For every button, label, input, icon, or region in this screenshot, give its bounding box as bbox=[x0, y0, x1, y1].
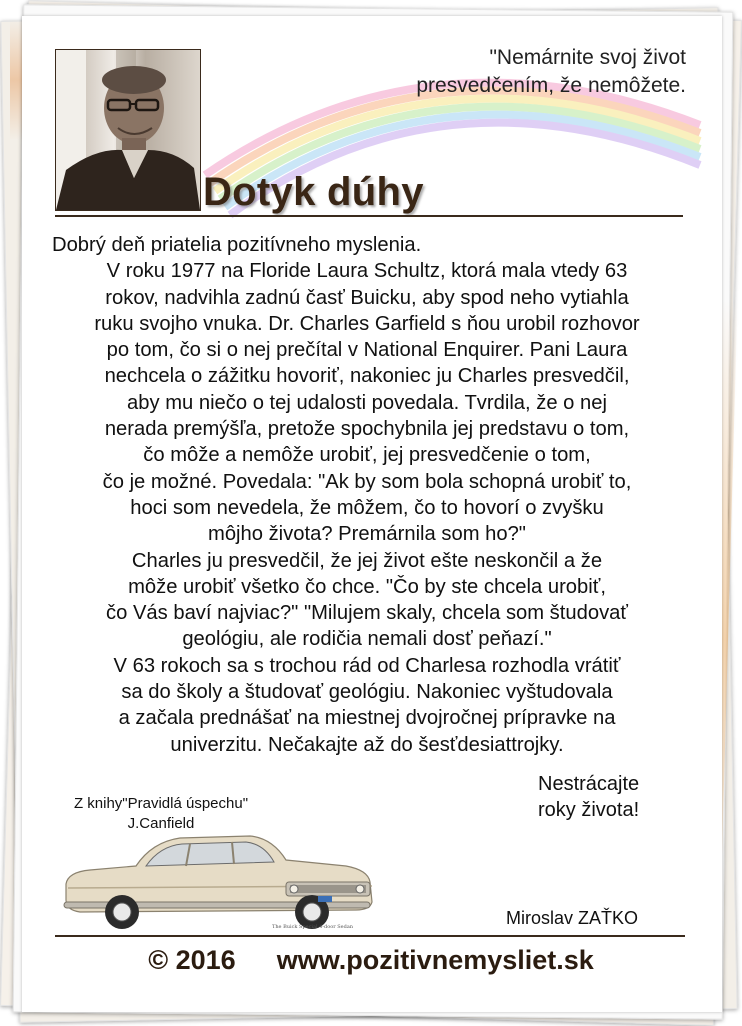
closing-remark bbox=[538, 771, 639, 823]
car-caption: The Buick Special 4-door Sedan bbox=[272, 924, 354, 930]
body-line: nechcela o zážitku hovoriť, nakoniec ju Charles presvedčil, bbox=[104, 365, 630, 388]
body-line: čo je možné. Povedala: "Ak by som bola schopná urobiť to, bbox=[102, 470, 632, 493]
copyright: © 2016 bbox=[148, 945, 236, 975]
buick-car-image bbox=[60, 820, 380, 940]
source-author: J.Canfield bbox=[127, 815, 195, 832]
body-line: sa do školy a študovať geológiu. Nakoniec vyštudovala bbox=[121, 681, 613, 704]
body-line: Dobrý deň priatelia pozitívneho myslenia. bbox=[52, 234, 422, 256]
closing-line-2: roky života! bbox=[538, 799, 640, 821]
closing-line-1: Nestrácajte bbox=[538, 773, 640, 795]
quote-line-1: "Nemárnite svoj život bbox=[489, 46, 686, 69]
source-book: Z knihy"Pravidlá úspechu" bbox=[73, 795, 249, 812]
website-link[interactable]: www.pozitivnemysliet.sk bbox=[276, 945, 594, 975]
body-line: a začala prednášať na miestnej dvojročnej prípravke na bbox=[118, 707, 616, 730]
body-line: po tom, čo si o nej prečítal v National Enquirer. Pani Laura bbox=[106, 339, 628, 362]
person-silhouette-icon bbox=[56, 50, 200, 210]
body-line: Charles ju presvedčil, že jej život ešte neskončil a že bbox=[131, 549, 603, 572]
body-line: môjho života? Premárnila som ho?" bbox=[208, 523, 526, 546]
page-title: Dotyk dúhy bbox=[203, 170, 424, 214]
body-line: rokov, nadvihla zadnú časť Buicku, aby spod neho vytiahla bbox=[105, 286, 629, 309]
body-line: V 63 rokoch sa s trochou rád od Charlesa rozhodla vrátiť bbox=[113, 654, 621, 677]
body-line: čo Vás baví najviac?" "Milujem skaly, chcela som študovať bbox=[106, 602, 628, 625]
body-line: hoci som nevedela, že môžem, čo to hovorí o zvyšku bbox=[130, 496, 604, 519]
footer bbox=[0, 945, 742, 976]
body-line: aby mu niečo o tej udalosti povedala. Tvrdila, že o nej bbox=[127, 391, 607, 414]
body-line: nerada premýšľa, pretože spochybnila jej predstavu o tom, bbox=[104, 418, 630, 441]
signature: Miroslav ZAŤKO bbox=[506, 908, 639, 928]
quote-block bbox=[326, 44, 686, 100]
body-line: čo môže a nemôže urobiť, jej presvedčenie o tom, bbox=[143, 444, 591, 467]
body-line: ruku svojho vnuka. Dr. Charles Garfield s ňou urobil rozhovor bbox=[94, 312, 640, 335]
body-line: univerzitu. Nečakajte až do šesťdesiattrojky. bbox=[170, 733, 564, 756]
body-line: geológiu, ale rodičia nemali dosť peňazí." bbox=[182, 628, 552, 651]
footer-divider bbox=[55, 935, 685, 937]
body-line: môže urobiť všetko čo chce. "Čo by ste chcela urobiť, bbox=[128, 575, 606, 598]
title-divider bbox=[55, 215, 683, 217]
article-body bbox=[34, 232, 700, 758]
quote-line-2: presvedčením, že nemôžete. bbox=[416, 74, 686, 97]
author-photo bbox=[55, 49, 201, 211]
body-line: V roku 1977 na Floride Laura Schultz, ktorá mala vtedy 63 bbox=[106, 260, 628, 283]
